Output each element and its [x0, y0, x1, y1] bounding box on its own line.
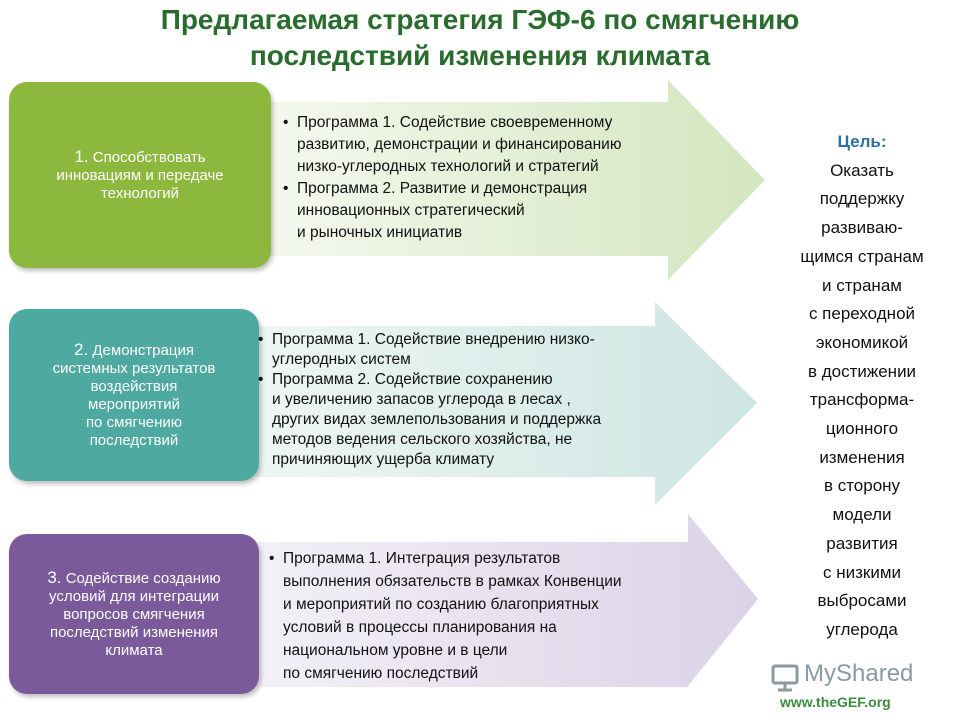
page-title: [0, 2, 960, 74]
strategy-3-number: 3.: [47, 567, 62, 587]
goal-panel: [766, 128, 958, 645]
strategy-1-number: 1.: [74, 146, 89, 166]
strategy-3-line-3: вопросов смягчения: [63, 605, 205, 623]
goal-line: в сторону: [823, 476, 901, 496]
goal-line: развития: [826, 533, 898, 553]
strategy-2-number: 2.: [74, 339, 89, 359]
strategy-1-programs: [283, 112, 713, 244]
program-item: • Программа 1. Интеграция результатов выполнения обязательств в рамках Конвенции и мероприятий по созданию благоприятных условий в процессы планирования на национальном уровне и в цели по смягчению последствий: [269, 547, 699, 685]
goal-line: и странам: [822, 275, 902, 295]
goal-line: экономикой: [815, 332, 909, 352]
goal-line: поддержку: [819, 189, 905, 209]
goal-line: развиваю-: [821, 218, 903, 238]
watermark-logo: [770, 656, 960, 720]
goal-line: трансформа-: [809, 390, 915, 410]
goal-line: с переходной: [808, 304, 916, 324]
program-item: • Программа 1. Содействие своевременному развитию, демонстрации и финансированию низко-углеродных технологий и стратегий: [283, 112, 713, 178]
strategy-3-line-2: условий для интеграции: [49, 587, 219, 605]
strategy-2-line-4: мероприятий: [88, 395, 180, 413]
strategy-1-line-1: Способствовать: [92, 148, 206, 166]
strategy-3-line-5: климата: [105, 641, 163, 659]
strategy-3-programs: [269, 547, 699, 685]
program-item: • Программа 2. Развитие и демонстрация инновационных стратегический и рыночных инициатив: [283, 178, 713, 244]
goal-line: в достижении: [807, 361, 917, 381]
goal-line: выбросами: [817, 591, 907, 611]
strategy-1-box: [9, 82, 271, 268]
goal-line: модели: [832, 505, 892, 525]
strategy-2-line-5: по смягчению: [85, 413, 183, 431]
presentation-icon: [770, 662, 800, 692]
goal-line: изменения: [819, 447, 905, 467]
strategy-3-box: [9, 534, 259, 694]
strategy-1-line-3: технологий: [100, 184, 179, 202]
title-line-1: Предлагаемая стратегия ГЭФ-6 по смягчению: [160, 4, 800, 35]
strategy-2-line-3: воздействия: [90, 377, 178, 395]
goal-line: Оказать: [830, 160, 894, 180]
watermark-url[interactable]: www.theGEF.org: [780, 694, 891, 710]
goal-line: углерода: [826, 619, 898, 639]
strategy-2-line-6: последствий: [89, 431, 179, 449]
program-item: • Программа 2. Содействие сохранению и увеличению запасов углерода в лесах , других видах землепользования и поддержка методов ведения сельского хозяйства, не причиняющих ущерба климату: [258, 370, 698, 470]
strategy-2-line-2: системных результатов: [52, 359, 216, 377]
strategy-2-line-1: Демонстрация: [92, 341, 194, 359]
strategy-2-box: [9, 309, 259, 481]
goal-line: ционного: [825, 419, 899, 439]
goal-heading: Цель:: [837, 132, 887, 151]
watermark-brand: MyShared: [804, 660, 914, 687]
strategy-2-programs: [258, 330, 698, 470]
program-item: • Программа 1. Содействие внедрению низко- углеродных систем: [258, 330, 698, 370]
strategy-3-line-1: Содействие созданию: [65, 569, 221, 587]
title-line-2: последствий изменения климата: [249, 40, 711, 71]
goal-line: щимся странам: [800, 246, 924, 266]
strategy-1-line-2: инновациям и передаче: [56, 166, 224, 184]
strategy-3-line-4: последствий изменения: [49, 623, 219, 641]
goal-line: с низкими: [822, 562, 902, 582]
